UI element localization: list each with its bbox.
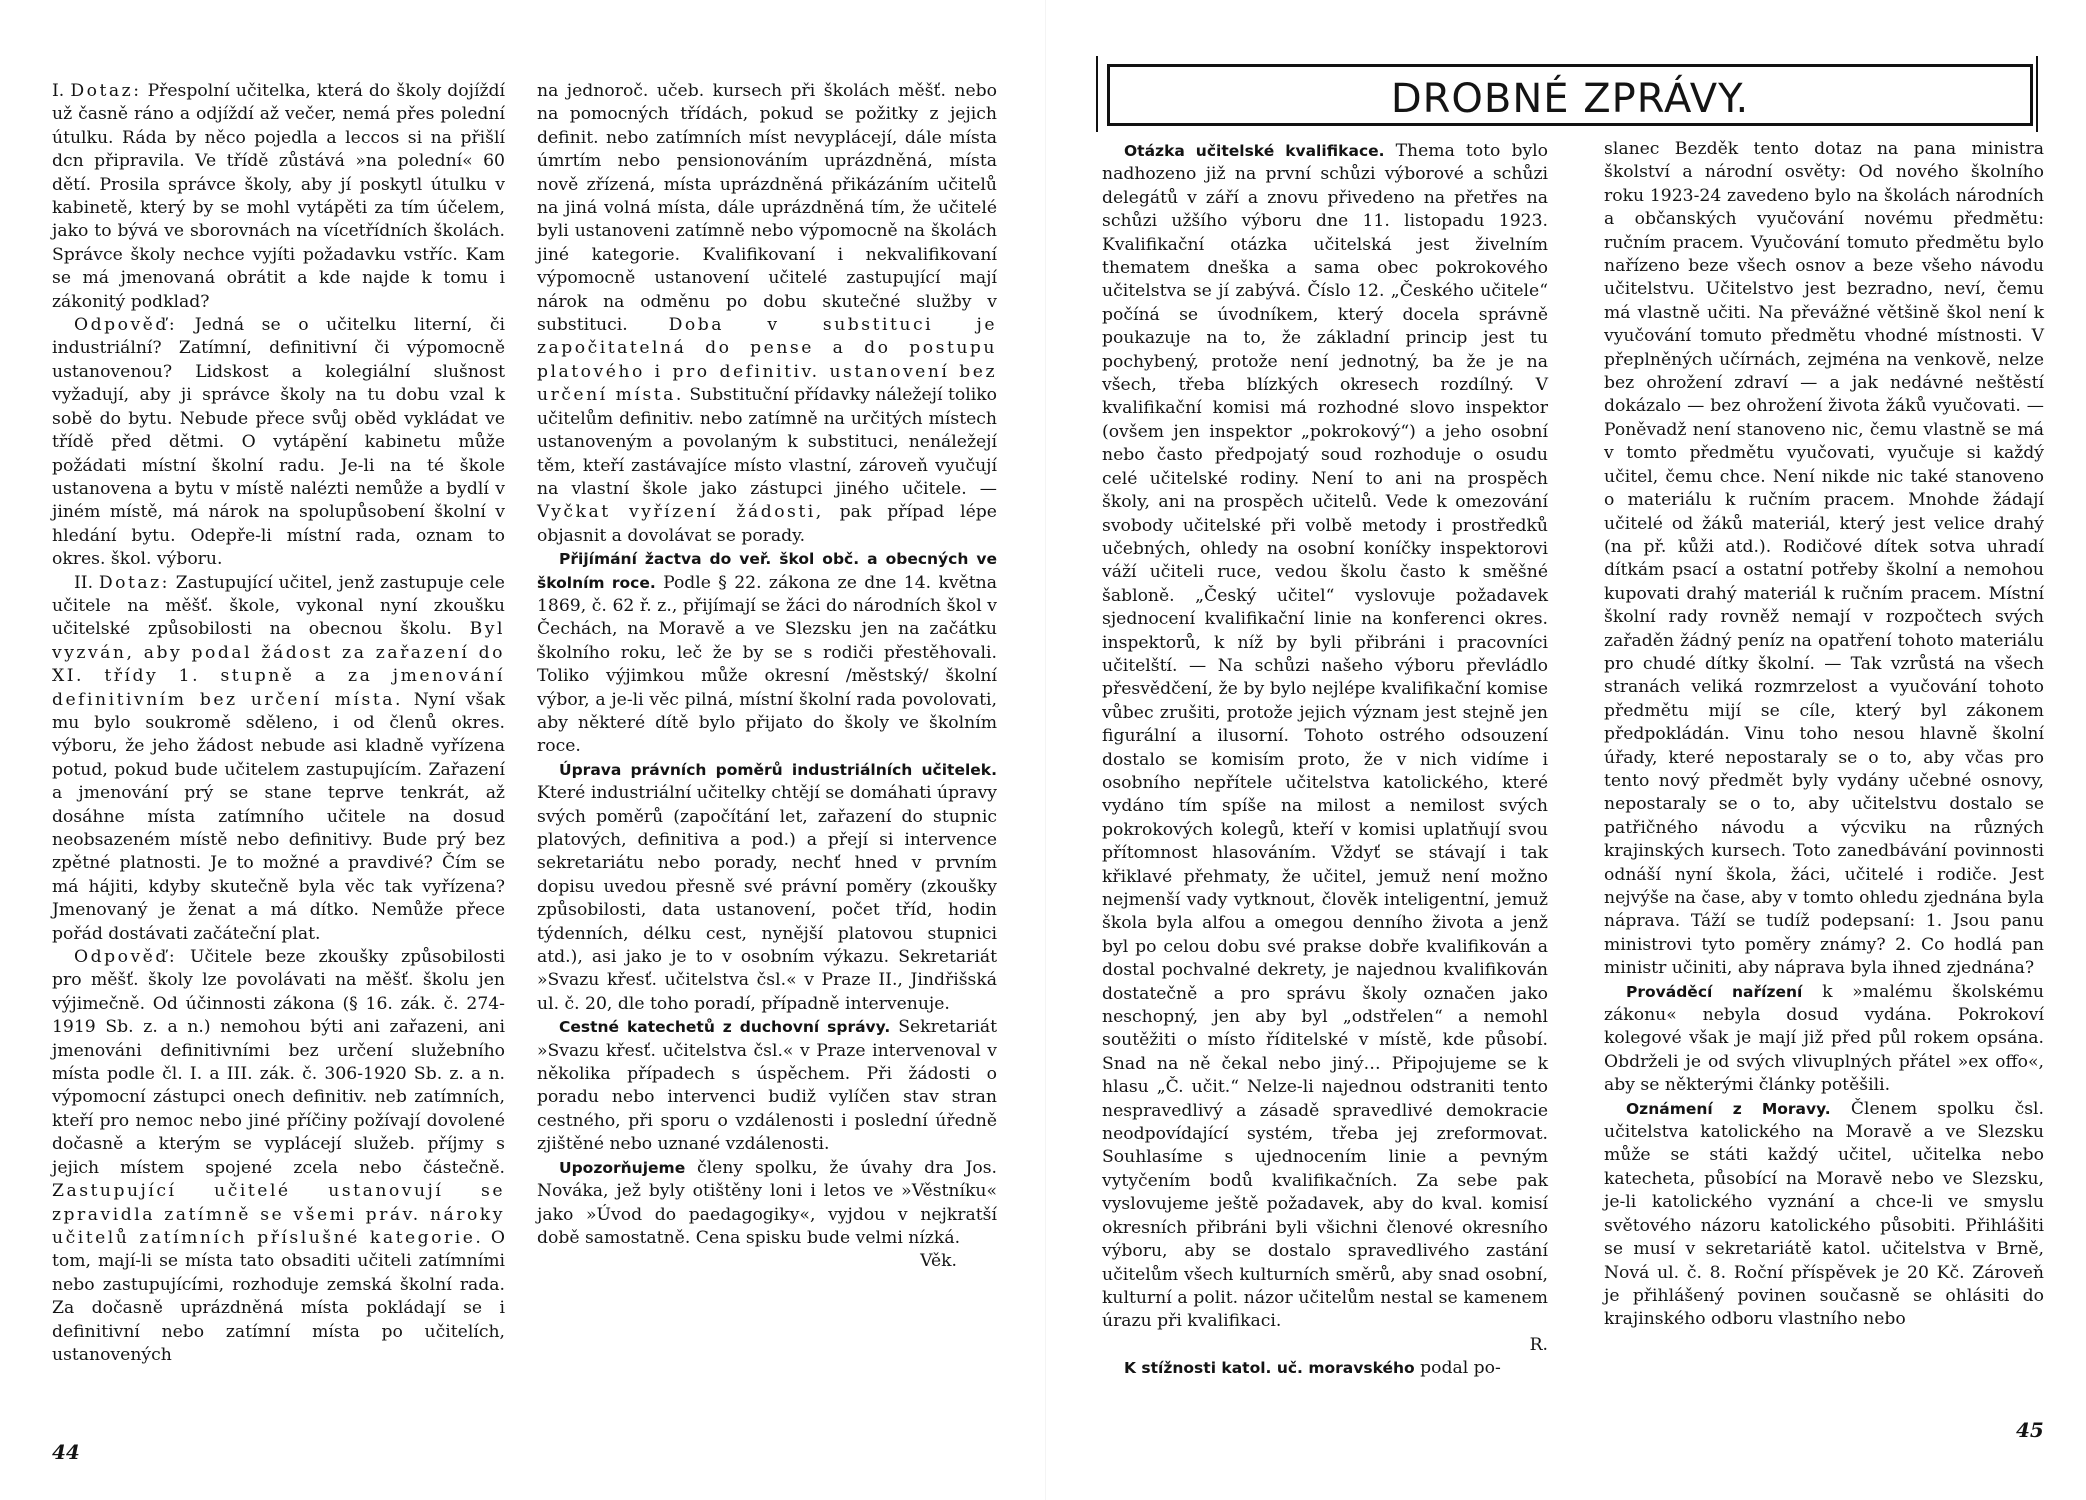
run-text: I. bbox=[52, 81, 71, 101]
run-text: pak případ lépe objasnit a dovolávat se porady. bbox=[537, 502, 997, 546]
run-heading: Přijímání žactva do veř. škol obč. a obecných ve školním roce. bbox=[537, 550, 997, 592]
signature-vck: Věk. bbox=[920, 1251, 957, 1272]
run-spaced: Odpověď: bbox=[74, 315, 178, 336]
paragraph-upozornujeme bbox=[537, 1157, 997, 1251]
run-heading: Upozorňujeme bbox=[559, 1158, 686, 1177]
run-heading: Úprava právních poměrů industriálních učitelek. bbox=[559, 760, 997, 779]
run-heading: Otázka učitelské kvalifikace. bbox=[1124, 142, 1385, 160]
run-text: Thema toto bylo nadhozeno již na první schůzi výborové a schůzi delegátů v září a znovu přivedeno na přetřes na schůzi užšího výboru dne 11. listopadu 1923. Kvalifikační otázka učitelská jest živelním thematem dneška a sama obec pokrokového učitelstva se jí zabývá. Číslo 12. „Českého učitele“ počíná se úvodníkem, který docela správně poukazuje na to, že základní princip jest tu pochybený, protože není jednotný, ba že je na všech, třeba blízkých okresech rozdílný. V kvalifikační komisi má rozhodné slovo inspektor (ovšem jen inspektor „pokrokový“) a jeho osobní nebo často předpojatý soud rozhoduje o osudu celé učitelské rodiny. Není to ani na prospěch školy, ani na prospěch učitelů. Vede k omezování svobody učitelské při volbě metody i prostředků učebných, ohledy na osobní koníčky inspektorovi váží učiteli ruce, vedou školu často k směšné šabloně. „Český učitel“ vyslovuje požadavek sjednocení kvalifikační linie na konferenci okres. inspektorů, k níž by byli přibráni i pracovníci učitelští. — Na schůzi našeho výboru převládlo přesvědčení, že by bylo nejlépe kvalifikační komise vůbec zrušiti, protože jejich význam jest stejně jen figurální a ilusorní. Tohoto ostrého odsouzení dostalo se komisím proto, že v nich vidíme i osobního nepřítele učitelstva katolického, které vydáno tím spíše na milost a nemilost svých pokrokových kolegů, kteří v komisi uplatňují svou přítomnost hlasováním. Vždyť se stávají i tak křiklavé přehmaty, že učitel, jemuž není možno nejmenší vady vytknout, člověk inteligentní, jemuž škola byla alfou a omegou denního života a jenž byl po celou dobu své prakse dobře kvalifikován a dostal pochvalné dekrety, je najednou kvalifikován dostatečně a pro správu školy označen jako neschopný, jen aby byl „odstřelen“ a nemohl soutěžiti o místo říditelské v místě, kde působí. Snad na ně čekal nebo jiný… Připojujeme se k hlasu „Č. učit.“ Nelze-li najednou odstraniti tento nespravedlivý a zásadě spravedlivé demokracie neodpovídající systém, třeba jej zreformovat. Souhlasíme s ujednocením linie a pevným vytyčením bodů kvalifikačních. Za sebe pak vyslovujeme ještě požadavek, aby do kval. komisí okresních přibráni byli všichni členové okresního výboru, aby se dostalo spravedlivého zastání učitelům všech kulturních směrů, aby snad osobní, kulturní a polit. názor učitelům nestal se kamenem úrazu při kvalifikaci. bbox=[1102, 141, 1548, 1332]
run-spaced: Dotaz: bbox=[98, 572, 170, 593]
run-text: Které industriální učitelky chtějí se domáhati úpravy svých poměrů (započítání let, zařazení do stupnic platových, definitiva a pod.) a přejí si intervence sekretariátu nebo porady, nechť hned v prvním dopisu uvedou přesně své právní poměry (zkoušky způsobilosti, data ustanovení, počet tříd, hodin týdenních, délku cest, nynější platovou stupnici atd.), asi jako je to v osobním výkazu. Sekretariát »Svazu křesť. učitelstva čsl.« v Praze II., Jindřišská ul. č. 20, dle toho poradí, případně intervenuje. bbox=[537, 783, 997, 1014]
paragraph-odpoved-2 bbox=[52, 946, 505, 1367]
run-text: Učitele beze zkoušky způsobilosti pro měšť. školy lze povolávati na měšť. školu jen výjimečně. Od účinnosti zákona (§ 16. zák. č. 274-1919 Sb. z. a n.) nemohou býti ani zařazeni, ani jmenováni definitivními bez určení služebního místa podle čl. I. a III. zák. č. 306-1920 Sb. z. a n. výpomocní zástupci onech definitiv. neb zatímních, kteří pro nemoc nebo jiné příčiny požívají dovolené dočasně a kterým se vyplácejí služeb. příjmy s jejich místem spojené zcela nebo částečně. bbox=[52, 947, 505, 1178]
run-text: podal po- bbox=[1414, 1358, 1501, 1379]
right-page-column-1 bbox=[1102, 140, 1548, 1379]
paragraph-substituce bbox=[537, 80, 997, 548]
paragraph-cestne-katechetu bbox=[537, 1016, 997, 1156]
run-spaced: Zastupující učitelé ustanovují se zpravidla zatímně se všemi práv. nároky učitelů zatímních příslušné kategorie. bbox=[52, 1181, 505, 1248]
banner-left-rule bbox=[1096, 56, 1098, 132]
paragraph-stiznost bbox=[1102, 1357, 1548, 1380]
run-heading: K stížnosti katol. uč. moravského bbox=[1124, 1359, 1415, 1378]
paragraph-odpoved-1 bbox=[52, 314, 505, 571]
run-spaced: Dotaz: bbox=[70, 81, 142, 101]
page-number-right: 45 bbox=[2016, 1418, 2044, 1442]
paragraph-oznameni-moravy bbox=[1604, 1098, 2044, 1332]
left-page-column-1 bbox=[52, 80, 505, 1410]
run-text: II. bbox=[74, 572, 99, 593]
run-text: Substituční přídavky náležejí toliko učitelům definitiv. nebo zatímně na určitých místech ustanoveným a povolaným k substituci, nenáležejí těm, kteří zastávajíce místo vlastní, zároveň vyučují na vlastní škole jako zástupci jiného učitele. — bbox=[537, 385, 997, 499]
run-spaced: Vyčkat vyřízení žádosti, bbox=[537, 502, 824, 523]
run-text: Přespolní učitelka, která do školy dojíždí už časně ráno a odjíždí až večer, nemá přes polední útulku. Ráda by něco pojedla a leccos si na přišlí dcn připravila. Ve třídě zůstává »na polední« 60 dětí. Prosila správce školy, aby jí poskytl útulku v kabinetě, který by se mohl vytápěti za tím účelem, jako to bývá ve sborovnách na vícetřídních školách. Správce školy nechce vyjíti požadavku vstříc. Kam se má jmenovaná obrátit a kde najde k tomu i zákonitý podklad? bbox=[52, 81, 506, 312]
run-text: na jednoroč. učeb. kursech při školách měšť. nebo na pomocných třídách, pokud se požitky z jejich definit. nebo zatímních míst nevyplácejí, dále místa úmrtím nebo pensionováním uprázdněná, místa nově zřízená, místa uprázdněná přikázáním učitelů na jiná volná místa, dále uprázdněná tím, že učitelé byli ustanoveni zatímně nebo výpomocně na školách jiné kategorie. Kvalifikovaní i nekvalifikovaní výpomocně ustanovení učitelé zastupující mají nárok na odměnu po dobu skutečné služby v substituci. bbox=[537, 81, 997, 336]
run-text: slanec Bezděk tento dotaz na pana ministra školství a národní osvěty: Od nového školního roku 1923-24 zavedeno bylo na školách národních a občanských vyučování novému předmětu: ručním pracem. Vyučování tomuto předmětu bylo nařízeno beze všech osnov a beze všeho návodu učitelstvu. Učitelstvo jest bezradno, neví, čemu má vlastně učiti. Na převážné většině škol není k vyučování tomuto předmětu vhodné místnosti. V přeplněných učírnách, zejména na venkově, nelze bez ohrožení zdraví — a jak nedávné neštěstí dokázalo — bez ohrožení života žáků vyučovati. — Poněvadž není stanoveno nic, čemu vlastně se má v tomto předmětu vyučovati, vyučuje si každý učitel, čemu chce. Není nikde nic také stanoveno o materiálu k ručním pracem. Mnohde žádají učitelé od žáků materiál, který jest velice drahý (na př. kůži atd.). Rodičové dítek sotva uhradí dítkám psací a ostatní potřeby školní a nemohou kupovati drahý materiál k ručním pracem. Místní školní rady rovněž nemají v rozpočtech svých zařaděn žádný peníz na opatření tohoto materiálu pro chudé dítky školní. — Tak vzrůstá na všech stranách veliká rozmrzelost a vyučování tohoto předmětu mijí se cíle, který byl zákonem předpokládán. Vinu toho nesou hlavně školní úřady, které nepostaraly se o to, aby včas pro tento nový předmět byly vydány učebné osnovy, nepostaraly se o to, aby učitelstvu dostalo se patřičného návodu a výcviku na různých krajinských kursech. Toto zanedbávání povinnosti odnáší nyní škola, žáci, učitelé i rodiče. Jest nejvýše na čase, aby v tomto ohledu zjednána byla náprava. Táží se tudíž podepsaní: 1. Jsou panu ministrovi tyto poměry známy? 2. Co hodlá pan ministr učiniti, aby náprava byla ihned zjednána? bbox=[1604, 139, 2044, 979]
run-spaced: Doba v substituci je započitatelná do pense a do postupu platového i pro definitiv. ustanovení bez určení místa. bbox=[537, 315, 997, 406]
run-text: k »malému školskému zákonu« nebyla dosud vydána. Pokrokoví kolegové však je mají již před půl rokem opsána. Obdrželi je od svých vlivuplných přátel »ex offo«, aby se některými články potěšili. bbox=[1604, 981, 2044, 1096]
run-text: Členem spolku čsl. učitelstva katolického na Moravě a ve Slezsku může se státi každý učitel, učitelka nebo katecheta, působící na Moravě nebo ve Slezsku, je-li katolického vyznání a chce-li ve smyslu světového názoru katolického působiti. Přihlášiti se musí v sekretariátě katol. učitelstva v Brně, Nová ul. č. 8. Roční příspěvek je 20 Kč. Zároveň je přihlášený povinen současně se ohlásiti do krajinského odboru vlastního nebo bbox=[1604, 1098, 2044, 1330]
run-spaced: Odpověď: bbox=[74, 947, 178, 968]
right-page-column-2 bbox=[1604, 138, 2044, 1330]
section-banner bbox=[1107, 64, 2033, 126]
run-heading: Oznámení z Moravy. bbox=[1626, 1099, 1831, 1118]
paragraph-kvalifikace bbox=[1102, 140, 1548, 1334]
banner-right-rule bbox=[2036, 56, 2038, 132]
run-heading: Cestné katechetů z duchovní správy. bbox=[559, 1018, 891, 1037]
paragraph-uprava-industrialnich bbox=[537, 759, 997, 1016]
section-title: DROBNÉ ZPRÁVY. bbox=[1390, 76, 1750, 122]
run-text: členy spolku, že úvahy dra Jos. Nováka, jež byly otištěny loni i letos ve »Věstníku« jako »Úvod do paedagogiky«, vyjdou v nejkratší době samostatně. Cena spisku bude velmi nízká. bbox=[537, 1157, 997, 1248]
run-text: Podle § 22. zákona ze dne 14. května 1869, č. 62 ř. z., přijímají se žáci do národních škol v Čechách, na Moravě a ve Slezsku jen na začátku školního roku, leč že by se s rodiči přestěhovali. Toliko výjimkou může okresní /městský/ školní výbor, a je-li věc pilná, místní školní rada povolovati, aby některé dítě bylo přijato do školy ve školním roce. bbox=[537, 572, 997, 757]
run-spaced: Byl vyzván, aby podal žádost za zařazení do XI. třídy 1. stupně a za jmenování definitivním bez určení místa. bbox=[52, 619, 505, 710]
run-text: Sekretariát »Svazu křesť. učitelstva čsl.« v Praze intervenoval v několika případech s úspěchem. Při žádosti o poradu nebo intervenci budiž vylíčen stav stran cestného, při sporu o vzdálenosti i poslední úředně zjištěné nebo uznané vzdálenosti. bbox=[537, 1017, 997, 1155]
run-text: Nyní však mu bylo soukromě sděleno, i od členů okres. výboru, že jeho žádost nebude asi kladně vyřízena potud, pokud bude učitelem zastupujícím. Zařazení a jmenování prý se stane teprve tenkrát, až dosáhne místa zatímního učitele na dosud neobsazeném místě nebo definitivy. Bude prý bez zpětné platnosti. Je to možné a pravdivé? Čím se má hájiti, kdyby skutečně byla věc tak vyřízena? Jmenovaný je ženat a má dítko. Nemůže přece pořád dostávati začáteční plat. bbox=[52, 689, 505, 944]
run-text: O tom, mají-li se místa tato obsaditi učiteli zatímními nebo zastupujícími, rozhoduje zemská školní rada. Za dočasně uprázdněná místa pokládají se i definitivní nebo zatímní místa po učitelích, ustanovených bbox=[52, 1227, 505, 1365]
run-text: Jedná se o učitelku literní, či industriální? Zatímní, definitivní či výpomocně ustanovenou? Lidskost a kolegiální slušnost vyžadují, aby ji správce školy na tu dobu vzal k sobě do bytu. Nebude přece svůj oběd vykládat ve třídě před dětmi. O vytápění kabinetu může požádati místní školní radu. Je-li na té škole ustanovena a bytu v místě nalézti nemůže a bydlí v jiném místě, má nárok na spolupůsobení školní v hledání bytu. Odepře-li místní rada, oznam to okres. škol. výboru. bbox=[52, 315, 505, 570]
run-heading: Prováděcí nařízení bbox=[1626, 982, 1803, 1001]
paragraph-provadeci-narizeni bbox=[1604, 981, 2044, 1098]
paragraph-dotaz-1 bbox=[52, 80, 505, 314]
left-page-column-2 bbox=[537, 80, 997, 1460]
paragraph-dotaz-bezdek bbox=[1604, 138, 2044, 981]
paragraph-prijimani-zactva bbox=[537, 548, 997, 759]
paragraph-dotaz-2 bbox=[52, 572, 505, 947]
run-text: Zastupující učitel, jenž zastupuje cele učitele na měšť. škole, vykonal nyní zkoušku učitelské způsobilosti na obecnou školu. bbox=[52, 572, 505, 640]
signature-r: R. bbox=[1529, 1334, 1548, 1355]
page-gutter bbox=[1045, 0, 1046, 1500]
page-number-left: 44 bbox=[52, 1440, 80, 1464]
